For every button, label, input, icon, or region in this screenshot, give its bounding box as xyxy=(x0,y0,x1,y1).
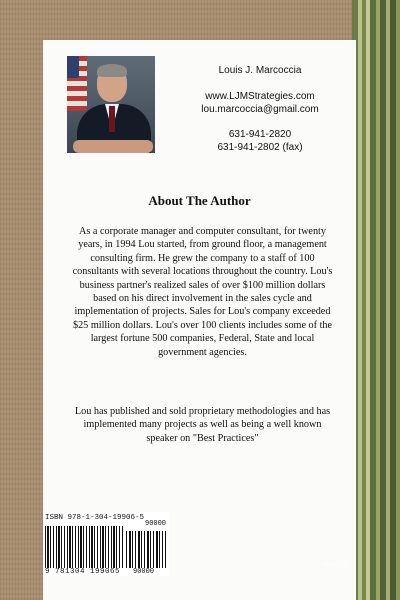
bio-paragraph-2: Lou has published and sold proprietary methodologies and has implemented many projects as well as being a well known speaker on "Best Practices" xyxy=(74,406,331,444)
author-fax: 631-941-2802 (fax) xyxy=(217,142,303,153)
bio-paragraph-1: As a corporate manager and computer consultant, for twenty years, in 1994 Lou started, from ground floor, a management consulting firm. He grew the company to a staff of 100 consultants with several locations throughout the country. Lou's business partner's realized sales of over $100 million dollars based on his direct involvement in the sales cycle and implementation of projects. Sales for Lou's company exceeded $25 million dollars. Lou's over 100 clients includes some of the largest fortune 500 companies, Federal, State and local government agencies. xyxy=(72,226,333,358)
author-hair xyxy=(97,64,127,77)
author-hands xyxy=(73,140,153,153)
price-code: 90000 xyxy=(145,520,167,528)
barcode-digits: 9 781304 199065 xyxy=(45,568,121,576)
section-title: About The Author xyxy=(148,193,251,208)
footer-label: Bldg. 10 xyxy=(322,562,348,569)
author-name: Louis J. Marcoccia xyxy=(218,65,302,76)
flag-canton xyxy=(67,56,79,78)
author-photo xyxy=(67,56,155,153)
contact-gap xyxy=(185,116,335,128)
author-tie xyxy=(109,106,115,132)
author-email[interactable]: lou.marcoccia@gmail.com xyxy=(201,104,319,115)
barcode-addon-bars xyxy=(126,531,166,568)
barcode-addon-digits: 90000 xyxy=(133,568,155,576)
author-phone: 631-941-2820 xyxy=(228,129,292,140)
isbn-label: ISBN 978-1-304-19906-5 xyxy=(45,514,145,522)
author-website[interactable]: www.LJMStrategies.com xyxy=(205,91,315,102)
green-stripe-band xyxy=(352,0,400,600)
contact-block xyxy=(185,64,335,154)
barcode-bars xyxy=(45,526,123,568)
